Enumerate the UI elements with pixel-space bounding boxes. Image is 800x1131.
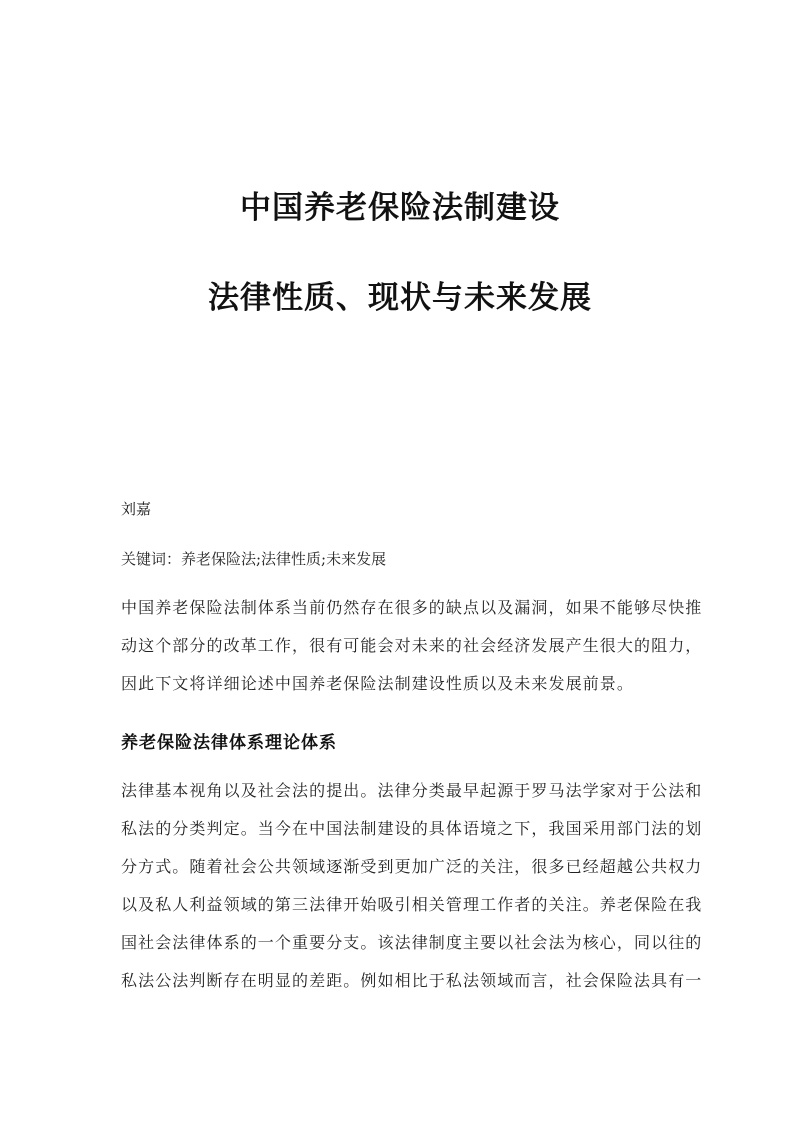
body-line: 私法公法判断存在明显的差距。例如相比于私法领域而言，社会保险法具有一 <box>121 971 703 990</box>
abstract-line: 动这个部分的改革工作，很有可能会对未来的社会经济发展产生很大的阻力， <box>121 636 703 655</box>
section-heading: 养老保险法律体系理论体系 <box>121 733 337 753</box>
body-line: 私法的分类判定。当今在中国法制建设的具体语境之下，我国采用部门法的划 <box>121 819 703 838</box>
abstract-line: 因此下文将详细论述中国养老保险法制建设性质以及未来发展前景。 <box>121 674 635 693</box>
author-name: 刘嘉 <box>121 500 152 518</box>
document-title: 中国养老保险法制建设 <box>240 190 560 226</box>
abstract-line: 中国养老保险法制体系当前仍然存在很多的缺点以及漏洞，如果不能够尽快推 <box>121 598 703 617</box>
body-line: 以及私人利益领域的第三法律开始吸引相关管理工作者的关注。养老保险在我 <box>121 895 703 914</box>
body-line: 法律基本视角以及社会法的提出。法律分类最早起源于罗马法学家对于公法和 <box>121 781 703 800</box>
document-subtitle: 法律性质、现状与未来发展 <box>208 280 592 316</box>
abstract-paragraph <box>121 589 703 703</box>
body-line: 国社会法律体系的一个重要分支。该法律制度主要以社会法为核心，同以往的 <box>121 933 703 952</box>
keywords-line: 关键词：养老保险法;法律性质;未来发展 <box>121 550 387 568</box>
body-line: 分方式。随着社会公共领域逐渐受到更加广泛的关注，很多已经超越公共权力 <box>121 857 703 876</box>
body-paragraph <box>121 772 703 1000</box>
